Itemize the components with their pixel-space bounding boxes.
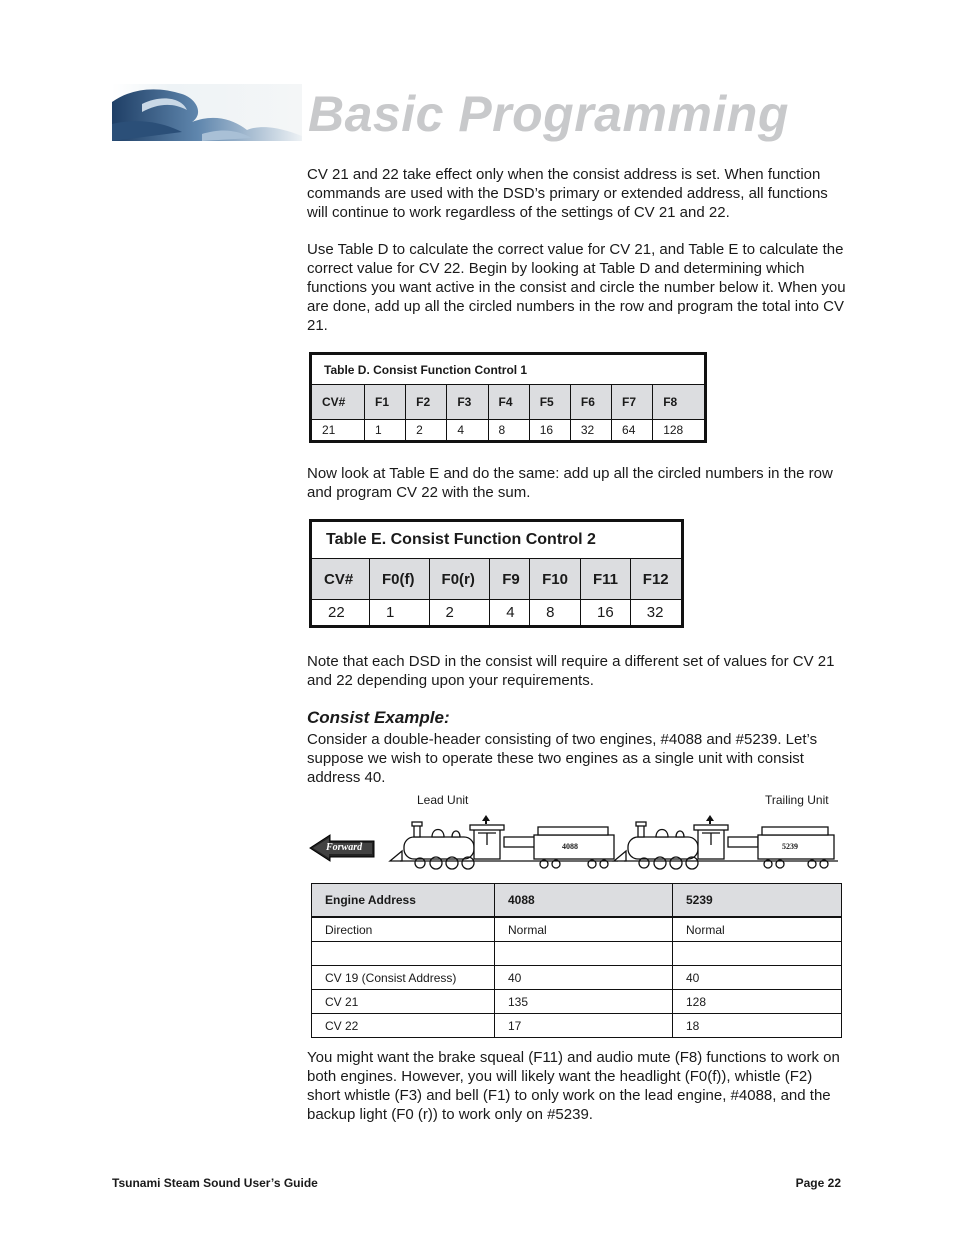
instructions-paragraph: Use Table D to calculate the correct value for CV 21, and Table E to calculate the correct value for CV 22. Begin by looking at Table D and determining which functions you want active in the consist and circle the number below it. When you are done, add up all the circled numbers in the row and program the total into CV 21. xyxy=(307,241,846,334)
consist-table-cell: CV 21 xyxy=(312,990,495,1014)
consist-table-cell: 135 xyxy=(495,990,673,1014)
consist-table-header: 4088 xyxy=(495,884,673,918)
wave-image-icon xyxy=(112,84,302,141)
table-d-value-row xyxy=(311,420,706,442)
engine-number-4088: 4088 xyxy=(562,842,578,851)
consist-table-cell: 40 xyxy=(495,966,673,990)
consist-table-cell: 128 xyxy=(673,990,842,1014)
table-e-value: 8 xyxy=(530,600,581,627)
table-d-value: 21 xyxy=(311,420,365,442)
locomotive-icon xyxy=(388,815,620,870)
locomotive-4088 xyxy=(388,815,620,870)
table-d-caption: Table D. Consist Function Control 1 xyxy=(311,354,706,385)
consist-table-cell: 40 xyxy=(673,966,842,990)
consist-table-header-row xyxy=(312,884,842,918)
table-d-header: F3 xyxy=(447,385,488,420)
table-e-value: 32 xyxy=(630,600,682,627)
table-d-value: 1 xyxy=(365,420,406,442)
table-d-header: F4 xyxy=(488,385,529,420)
table-e-value: 22 xyxy=(311,600,370,627)
table-d-value: 128 xyxy=(653,420,706,442)
consist-table-cell: 18 xyxy=(673,1014,842,1038)
table-d-value: 8 xyxy=(488,420,529,442)
table-e-value: 2 xyxy=(429,600,490,627)
table-d xyxy=(309,352,707,443)
locomotive-5239 xyxy=(612,815,840,870)
forward-arrow xyxy=(308,832,376,864)
table-row xyxy=(312,990,842,1014)
consist-table-header: Engine Address xyxy=(312,884,495,918)
table-e-header: F0(f) xyxy=(370,559,430,600)
trailing-unit-label: Trailing Unit xyxy=(765,793,829,807)
consist-table-cell: 17 xyxy=(495,1014,673,1038)
lead-unit-label: Lead Unit xyxy=(417,793,469,807)
wave-logo xyxy=(112,84,302,141)
footer-guide-title: Tsunami Steam Sound User’s Guide xyxy=(112,1176,318,1190)
table-d-header: F8 xyxy=(653,385,706,420)
consist-table-cell xyxy=(495,942,673,966)
table-e-value: 4 xyxy=(490,600,530,627)
table-row xyxy=(312,917,842,942)
table-d-header: F7 xyxy=(612,385,653,420)
table-e-header: F12 xyxy=(630,559,682,600)
table-e-caption: Table E. Consist Function Control 2 xyxy=(311,521,683,559)
table-d-value: 4 xyxy=(447,420,488,442)
table-e-header-row xyxy=(311,559,683,600)
table-d-header: F2 xyxy=(406,385,447,420)
engine-number-5239: 5239 xyxy=(782,842,798,851)
intro-paragraph: CV 21 and 22 take effect only when the consist address is set. When function commands are used with the DSD’s primary or extended address, all functions will continue to work regardless of the settings of CV 21 and 22. xyxy=(307,166,828,221)
consist-example-paragraph: Consider a double-header consisting of two engines, #4088 and #5239. Let’s suppose we wish to operate these two engines as a single unit with consist address 40. xyxy=(307,731,818,786)
table-d-value: 64 xyxy=(612,420,653,442)
consist-table-cell xyxy=(673,942,842,966)
consist-table-cell: Normal xyxy=(673,917,842,942)
consist-example-heading: Consist Example: xyxy=(307,708,450,727)
footer-page-number: Page 22 xyxy=(795,1176,841,1190)
table-e-intro-paragraph: Now look at Table E and do the same: add up all the circled numbers in the row and program CV 22 with the sum. xyxy=(307,465,833,501)
consist-table-cell: Normal xyxy=(495,917,673,942)
table-e-header: F9 xyxy=(490,559,530,600)
table-d-value: 16 xyxy=(529,420,570,442)
consist-table-cell xyxy=(312,942,495,966)
dsd-note-paragraph: Note that each DSD in the consist will require a different set of values for CV 21 and 22 depending upon your requirements. xyxy=(307,653,835,689)
table-row xyxy=(312,966,842,990)
consist-table xyxy=(311,883,842,1038)
locomotive-icon xyxy=(612,815,840,870)
consist-table-header: 5239 xyxy=(673,884,842,918)
table-d-value: 32 xyxy=(570,420,611,442)
table-d-header: F1 xyxy=(365,385,406,420)
table-e-header: CV# xyxy=(311,559,370,600)
table-e-header: F0(r) xyxy=(429,559,490,600)
table-d-header: CV# xyxy=(311,385,365,420)
consist-table-cell: CV 22 xyxy=(312,1014,495,1038)
table-row xyxy=(312,1014,842,1038)
table-d-header-row xyxy=(311,385,706,420)
table-e-value: 1 xyxy=(370,600,430,627)
table-d-header: F6 xyxy=(570,385,611,420)
table-d-value: 2 xyxy=(406,420,447,442)
table-e-value: 16 xyxy=(581,600,631,627)
consist-table-cell: Direction xyxy=(312,917,495,942)
forward-label: Forward xyxy=(326,842,363,853)
table-e xyxy=(309,519,684,628)
table-d-header: F5 xyxy=(529,385,570,420)
table-e-header: F11 xyxy=(581,559,631,600)
table-e-value-row xyxy=(311,600,683,627)
table-row xyxy=(312,942,842,966)
table-e-header: F10 xyxy=(530,559,581,600)
page-title: Basic Programming xyxy=(308,86,789,142)
function-explanation-paragraph: You might want the brake squeal (F11) and audio mute (F8) functions to work on both engines. However, you will likely want the headlight (F0(f)), whistle (F2) short whistle (F3) and bell (F1) to only work on the lead engine, #4088, and the backup light (F0 (r)) to work only on #5239. xyxy=(307,1049,840,1123)
consist-table-cell: CV 19 (Consist Address) xyxy=(312,966,495,990)
